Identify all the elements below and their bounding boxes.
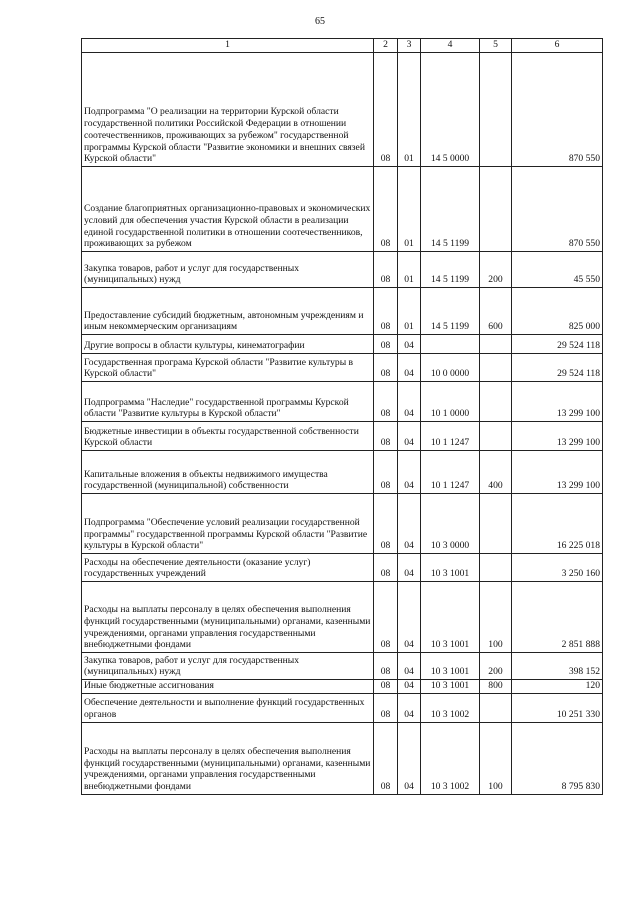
cell-expense-type: 100	[480, 582, 512, 653]
table-row	[82, 335, 603, 354]
cell-subsection: 04	[398, 554, 421, 582]
cell-expense-type: 800	[480, 680, 512, 694]
cell-subsection: 04	[398, 354, 421, 382]
cell-expense-type	[480, 354, 512, 382]
cell-subsection: 01	[398, 167, 421, 252]
cell-expense-type	[480, 382, 512, 422]
cell-subsection: 01	[398, 288, 421, 335]
cell-amount: 825 000	[512, 288, 603, 335]
table-row	[82, 422, 603, 451]
cell-target-article: 10 0 0000	[421, 354, 480, 382]
cell-subsection: 01	[398, 252, 421, 288]
cell-expense-type: 600	[480, 288, 512, 335]
table-row	[82, 554, 603, 582]
cell-amount: 45 550	[512, 252, 603, 288]
table-row	[82, 722, 603, 794]
column-header-1: 1	[82, 39, 374, 53]
cell-name: Бюджетные инвестиции в объекты государственной собственности Курской области	[82, 422, 374, 451]
cell-subsection: 04	[398, 722, 421, 794]
cell-expense-type: 100	[480, 722, 512, 794]
table-row	[82, 582, 603, 653]
cell-subsection: 04	[398, 582, 421, 653]
budget-table	[81, 38, 603, 795]
cell-subsection: 01	[398, 53, 421, 167]
cell-expense-type: 400	[480, 451, 512, 494]
table-row	[82, 680, 603, 694]
column-header-6: 6	[512, 39, 603, 53]
cell-name: Иные бюджетные ассигнования	[82, 680, 374, 694]
cell-section: 08	[374, 494, 398, 554]
cell-amount: 120	[512, 680, 603, 694]
table-body	[82, 53, 603, 795]
cell-section: 08	[374, 422, 398, 451]
table-row	[82, 53, 603, 167]
cell-target-article: 14 5 1199	[421, 288, 480, 335]
cell-amount: 10 251 330	[512, 693, 603, 722]
cell-section: 08	[374, 693, 398, 722]
cell-amount: 870 550	[512, 53, 603, 167]
cell-expense-type: 200	[480, 653, 512, 680]
cell-target-article: 10 3 1001	[421, 680, 480, 694]
cell-name: Расходы на выплаты персоналу в целях обеспечения выполнения функций государственными (муниципальными) органами, казенными учреждениями, органами управления государственными внебюджетными фондами	[82, 582, 374, 653]
cell-target-article: 10 1 0000	[421, 382, 480, 422]
cell-subsection: 04	[398, 422, 421, 451]
cell-amount: 870 550	[512, 167, 603, 252]
cell-amount: 29 524 118	[512, 354, 603, 382]
column-header-5: 5	[480, 39, 512, 53]
column-header-3: 3	[398, 39, 421, 53]
table-row	[82, 693, 603, 722]
cell-expense-type	[480, 693, 512, 722]
cell-section: 08	[374, 680, 398, 694]
cell-amount: 29 524 118	[512, 335, 603, 354]
cell-name: Капитальные вложения в объекты недвижимого имущества государственной (муниципальной) собственности	[82, 451, 374, 494]
cell-name: Подпрограмма "Наследие" государственной программы Курской области "Развитие культуры в Курской области"	[82, 382, 374, 422]
cell-amount: 3 250 160	[512, 554, 603, 582]
cell-section: 08	[374, 167, 398, 252]
cell-target-article: 14 5 1199	[421, 252, 480, 288]
table-row	[82, 494, 603, 554]
table-row	[82, 653, 603, 680]
cell-amount: 16 225 018	[512, 494, 603, 554]
cell-section: 08	[374, 252, 398, 288]
table-row	[82, 382, 603, 422]
cell-name: Расходы на выплаты персоналу в целях обеспечения выполнения функций государственными (муниципальными) органами, казенными учреждениями, органами управления государственными внебюджетными фондами	[82, 722, 374, 794]
cell-name: Закупка товаров, работ и услуг для государственных (муниципальных) нужд	[82, 653, 374, 680]
cell-section: 08	[374, 335, 398, 354]
cell-target-article: 10 1 1247	[421, 422, 480, 451]
cell-target-article: 14 5 1199	[421, 167, 480, 252]
table-row	[82, 288, 603, 335]
cell-target-article: 10 1 1247	[421, 451, 480, 494]
cell-expense-type	[480, 494, 512, 554]
table-row	[82, 451, 603, 494]
cell-target-article: 10 3 1001	[421, 554, 480, 582]
cell-amount: 398 152	[512, 653, 603, 680]
cell-subsection: 04	[398, 382, 421, 422]
table-row	[82, 354, 603, 382]
cell-section: 08	[374, 653, 398, 680]
cell-subsection: 04	[398, 693, 421, 722]
cell-section: 08	[374, 382, 398, 422]
cell-target-article: 10 3 1001	[421, 653, 480, 680]
cell-subsection: 04	[398, 680, 421, 694]
table-row	[82, 167, 603, 252]
cell-name: Закупка товаров, работ и услуг для государственных (муниципальных) нужд	[82, 252, 374, 288]
column-header-2: 2	[374, 39, 398, 53]
cell-name: Подпрограмма "О реализации на территории Курской области государственной политики Российской Федерации в отношении соотечественников, проживающих за рубежом" государственной программы Курской области "Развитие экономики и внешних связей Курской области"	[82, 53, 374, 167]
table-row	[82, 252, 603, 288]
cell-expense-type	[480, 335, 512, 354]
cell-section: 08	[374, 354, 398, 382]
cell-name: Расходы на обеспечение деятельности (оказание услуг) государственных учреждений	[82, 554, 374, 582]
cell-section: 08	[374, 554, 398, 582]
cell-subsection: 04	[398, 653, 421, 680]
cell-subsection: 04	[398, 335, 421, 354]
cell-name: Другие вопросы в области культуры, кинематографии	[82, 335, 374, 354]
page-number: 65	[315, 16, 325, 27]
cell-amount: 13 299 100	[512, 422, 603, 451]
cell-section: 08	[374, 722, 398, 794]
cell-amount: 13 299 100	[512, 382, 603, 422]
cell-expense-type	[480, 554, 512, 582]
cell-subsection: 04	[398, 451, 421, 494]
cell-name: Обеспечение деятельности и выполнение функций государственных органов	[82, 693, 374, 722]
cell-name: Подпрограмма "Обеспечение условий реализации государственной программы" государственной программы Курской области "Развитие культуры в Курской области"	[82, 494, 374, 554]
cell-target-article: 10 3 0000	[421, 494, 480, 554]
cell-target-article: 10 3 1002	[421, 693, 480, 722]
cell-section: 08	[374, 451, 398, 494]
table-header-row	[82, 39, 603, 53]
cell-target-article: 10 3 1002	[421, 722, 480, 794]
cell-target-article: 10 3 1001	[421, 582, 480, 653]
cell-section: 08	[374, 288, 398, 335]
cell-target-article	[421, 335, 480, 354]
cell-name: Государственная програма Курской области "Развитие культуры в Курской области"	[82, 354, 374, 382]
cell-name: Создание благоприятных организационно-правовых и экономических условий для обеспечения участия Курской области в реализации единой государственной политики в отношении соотечественников, проживающих за рубежом	[82, 167, 374, 252]
cell-expense-type: 200	[480, 252, 512, 288]
cell-name: Предоставление субсидий бюджетным, автономным учреждениям и иным некоммерческим организациям	[82, 288, 374, 335]
cell-section: 08	[374, 582, 398, 653]
cell-amount: 2 851 888	[512, 582, 603, 653]
cell-target-article: 14 5 0000	[421, 53, 480, 167]
cell-amount: 8 795 830	[512, 722, 603, 794]
cell-expense-type	[480, 422, 512, 451]
cell-expense-type	[480, 167, 512, 252]
cell-amount: 13 299 100	[512, 451, 603, 494]
cell-expense-type	[480, 53, 512, 167]
column-header-4: 4	[421, 39, 480, 53]
cell-section: 08	[374, 53, 398, 167]
cell-subsection: 04	[398, 494, 421, 554]
